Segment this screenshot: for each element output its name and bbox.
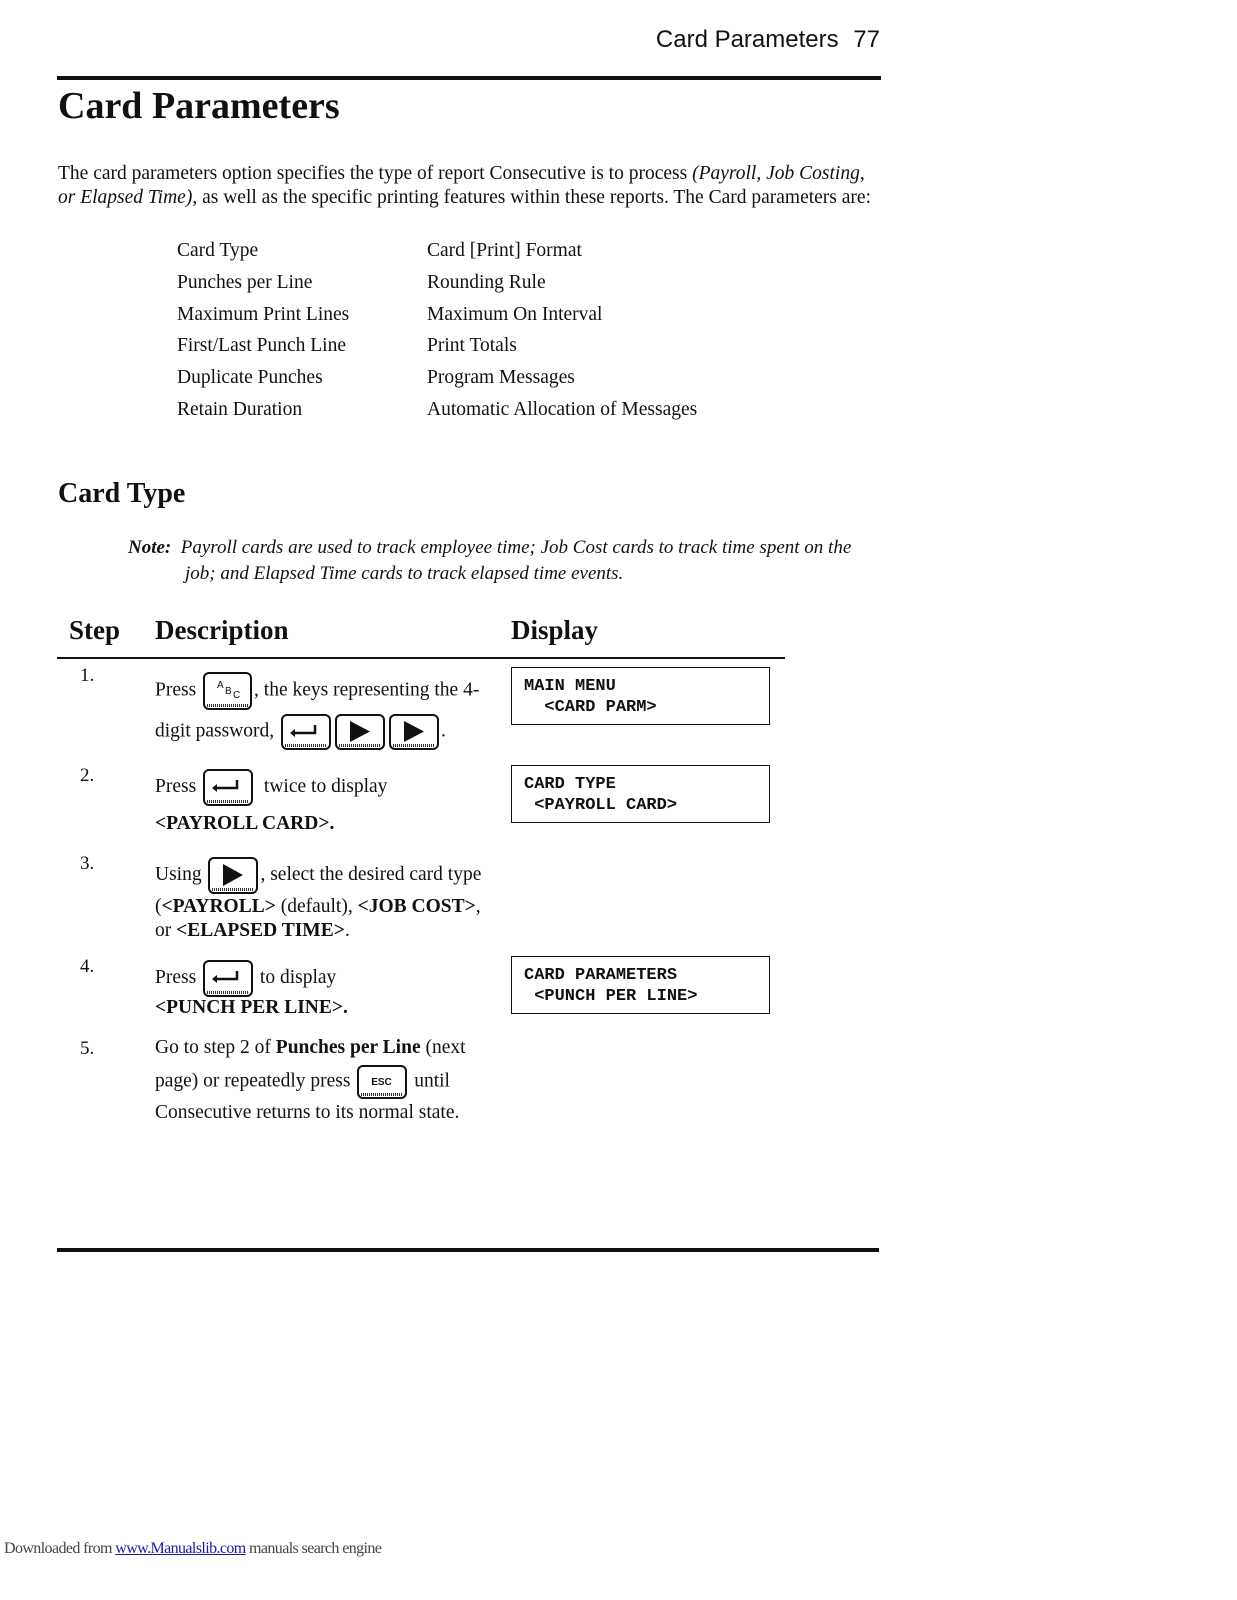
svg-text:A: A	[217, 680, 224, 691]
lcd-line: <CARD PARM>	[524, 698, 657, 717]
step-number: 2.	[80, 765, 95, 786]
note-line-1: Payroll cards are used to track employee time; Job Cost cards to track time spent on the	[180, 537, 852, 558]
footer-suffix: manuals search engine	[245, 1540, 382, 1557]
page-title: Card Parameters	[58, 85, 340, 127]
step-text: , select the desired card type	[260, 863, 482, 885]
enter-key-icon	[203, 769, 253, 806]
step-text: Press	[155, 966, 197, 988]
running-title: Card Parameters	[655, 26, 839, 53]
section-title: Card Type	[58, 478, 186, 509]
column-header-display: Display	[511, 615, 599, 645]
step-option: <JOB COST>	[357, 896, 476, 917]
step-number: 1.	[80, 665, 95, 686]
abc-key-icon	[203, 672, 252, 710]
parameter-item: Print Totals	[427, 335, 517, 357]
step-text: , the keys representing the 4-	[254, 679, 480, 701]
enter-key-icon	[281, 714, 331, 750]
parameter-item: First/Last Punch Line	[177, 335, 346, 357]
lcd-line: MAIN MENU	[524, 677, 616, 696]
step-text: until	[414, 1070, 450, 1092]
parameter-list-left	[177, 235, 349, 426]
footer-rule	[57, 1248, 879, 1252]
step-text: <PAYROLL CARD>.	[155, 813, 335, 834]
step-text: Press	[155, 775, 197, 797]
lcd-line: CARD PARAMETERS	[524, 966, 678, 985]
step-text: or	[155, 920, 177, 941]
step-text: Press	[155, 679, 197, 701]
intro-paragraph	[58, 162, 886, 210]
intro-text-before: The card parameters option specifies the type of report Consecutive is to process	[58, 163, 693, 184]
lcd-line: <PUNCH PER LINE>	[524, 987, 698, 1006]
running-header	[656, 26, 880, 54]
parameter-item: Rounding Rule	[427, 271, 546, 293]
step-description	[155, 857, 505, 943]
parameter-item: Program Messages	[427, 367, 575, 389]
step-text: twice to display	[263, 775, 388, 797]
table-header-rule	[57, 657, 785, 659]
parameter-item: Duplicate Punches	[177, 367, 323, 389]
step-number: 5.	[80, 1038, 95, 1059]
step-number: 3.	[80, 853, 95, 874]
step-reference: Punches per Line	[275, 1037, 421, 1058]
parameter-item: Retain Duration	[177, 398, 303, 420]
parameter-list-right	[427, 235, 697, 426]
right-arrow-key-icon	[208, 857, 258, 894]
step-text: (next	[420, 1037, 466, 1058]
column-header-step: Step	[69, 615, 121, 645]
step-text: Using	[155, 863, 202, 885]
page-number: 77	[853, 26, 880, 53]
footer-prefix: Downloaded from	[4, 1540, 116, 1557]
step-text: (	[155, 896, 162, 917]
parameter-item: Maximum Print Lines	[177, 303, 350, 325]
step-description	[155, 672, 495, 750]
note	[128, 535, 888, 587]
svg-text:C: C	[233, 690, 241, 701]
note-line-2: job; and Elapsed Time cards to track elapsed time events.	[185, 563, 624, 584]
column-header-description: Description	[155, 615, 289, 645]
step-text: ,	[475, 896, 481, 917]
step-text: digit password,	[155, 720, 275, 742]
intro-text-after: , as well as the specific printing features within these reports. The Card parameters are:	[192, 187, 871, 208]
lcd-display	[511, 667, 770, 725]
lcd-display	[511, 765, 770, 823]
step-text: .	[344, 920, 350, 941]
enter-key-icon	[203, 960, 253, 997]
parameter-item: Card Type	[177, 240, 259, 261]
esc-key-icon	[357, 1065, 407, 1099]
step-description	[155, 1036, 495, 1125]
step-text: (default),	[275, 896, 358, 917]
lcd-line: CARD TYPE	[524, 775, 616, 794]
parameter-item: Card [Print] Format	[427, 240, 582, 261]
step-text: page) or repeatedly press	[155, 1070, 351, 1092]
right-arrow-key-icon	[335, 714, 385, 750]
step-description	[155, 769, 495, 836]
step-text: .	[441, 720, 446, 742]
parameter-item: Maximum On Interval	[427, 303, 603, 325]
lcd-display	[511, 956, 770, 1014]
svg-text:B: B	[225, 686, 232, 697]
header-rule	[57, 76, 881, 80]
parameter-item: Automatic Allocation of Messages	[427, 398, 698, 420]
footer-link[interactable]: www.Manualslib.com	[115, 1540, 246, 1557]
esc-key-label: ESC	[371, 1077, 393, 1088]
lcd-line: <PAYROLL CARD>	[524, 796, 678, 815]
step-option: <ELAPSED TIME>	[176, 920, 345, 941]
step-text: Consecutive returns to its normal state.	[155, 1102, 460, 1123]
intro-italic: (Payroll, Job Costing, or Elapsed Time)	[58, 163, 865, 208]
step-description	[155, 960, 495, 1020]
step-text: Go to step 2 of	[155, 1037, 276, 1058]
right-arrow-key-icon	[389, 714, 439, 750]
step-option: <PAYROLL>	[161, 896, 276, 917]
parameter-item: Punches per Line	[177, 271, 313, 293]
step-number: 4.	[80, 956, 95, 977]
footer-credit	[4, 1540, 381, 1558]
step-text: to display	[259, 966, 337, 988]
note-label: Note:	[128, 537, 172, 558]
step-text: <PUNCH PER LINE>.	[155, 997, 348, 1018]
